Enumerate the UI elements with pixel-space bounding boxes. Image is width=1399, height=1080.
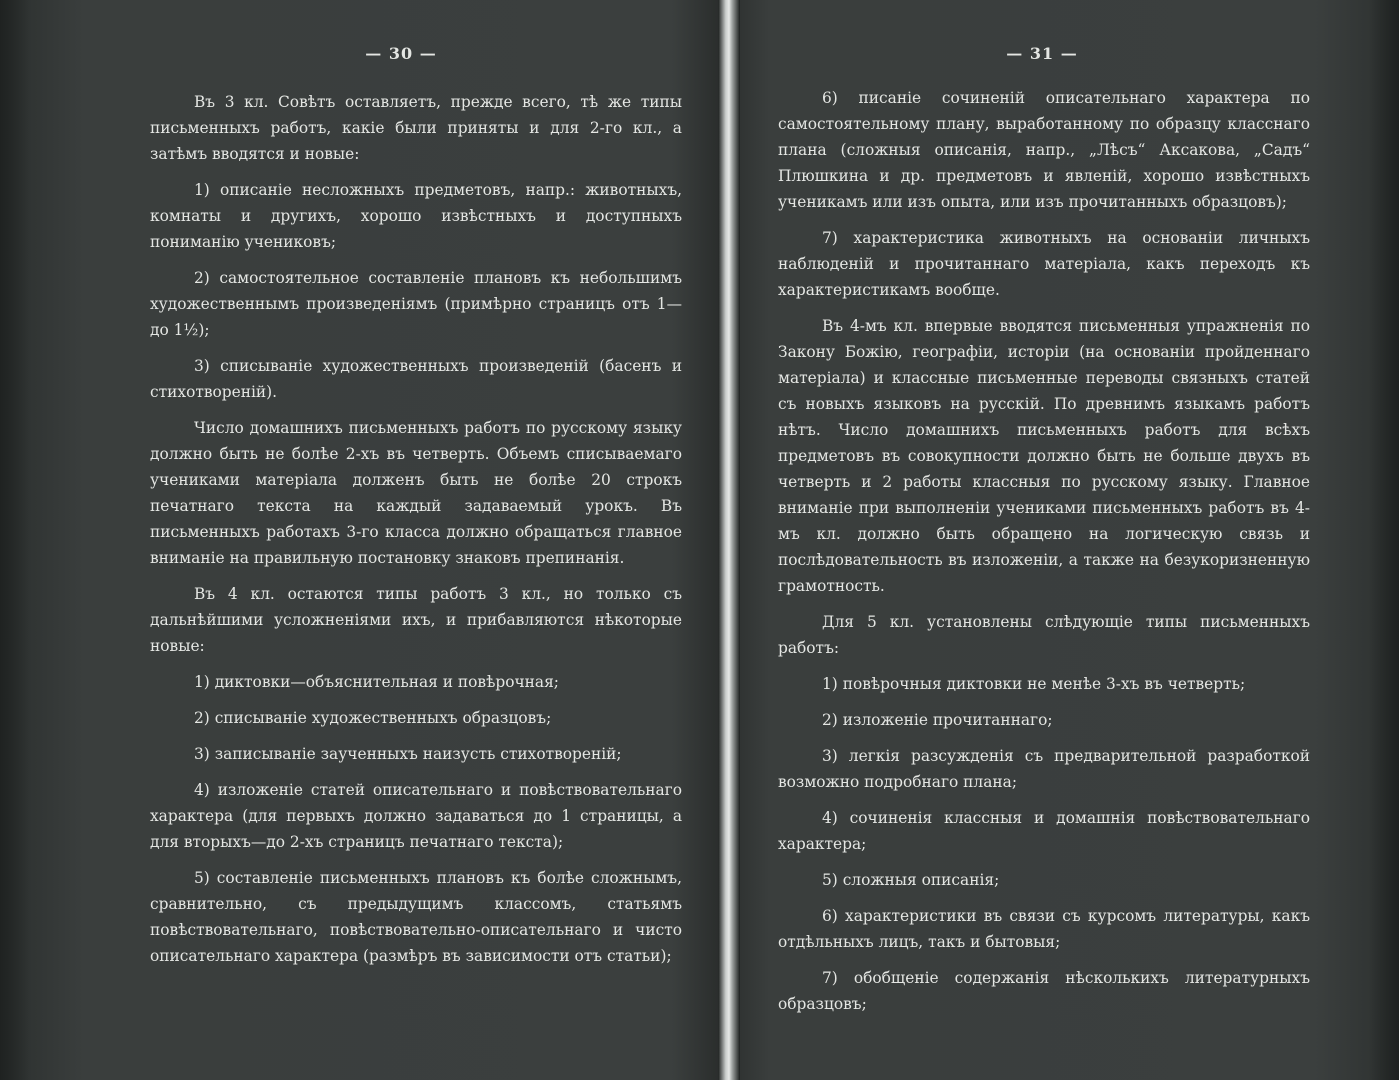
page-number-31: — 31 — <box>1006 44 1078 63</box>
list-item: 1) описаніе несложныхъ предметовъ, напр.: животныхъ, комнаты и другихъ, хорошо извѣстныхъ и доступныхъ пониманію учениковъ; <box>150 181 682 251</box>
page-number-30: — 30 — <box>365 44 437 63</box>
left-page-text <box>150 89 682 979</box>
left-page-edge-shadow <box>0 0 30 1080</box>
paragraph: Въ 4 кл. остаются типы работъ 3 кл., но только съ дальнѣйшими усложненіями ихъ, и прибавляются нѣкоторые новые: <box>150 585 682 655</box>
paragraph: Въ 3 кл. Совѣтъ оставляетъ, прежде всего, тѣ же типы письменныхъ работъ, какіе были приняты и для 2-го кл., а затѣмъ вводятся и новые: <box>150 93 682 163</box>
list-item: 2) списываніе художественныхъ образцовъ; <box>194 709 552 727</box>
list-item: 7) характеристика животныхъ на основаніи личныхъ наблюденій и прочитаннаго матеріала, какъ переходъ къ характеристикамъ вообще. <box>778 229 1310 299</box>
paragraph: Число домашнихъ письменныхъ работъ по русскому языку должно быть не болѣе 2-хъ въ четверть. Объемъ списываемаго учениками матеріала долженъ быть не болѣе 20 строкъ печатнаго текста на каждый задаваемый урокъ. Въ письменныхъ работахъ 3-го класса должно обращаться главное вниманіе на правильную постановку знаковъ препинанія. <box>150 419 682 567</box>
right-page-edge-shadow <box>1369 0 1399 1080</box>
list-item: 5) составленіе письменныхъ плановъ къ болѣе сложнымъ, сравнительно, съ предыдущимъ классомъ, статьямъ повѣствовательнаго, повѣствовательно-описательнаго и чисто описательнаго характера (размѣръ въ зависимости отъ статьи); <box>150 869 682 965</box>
paragraph: Въ 4-мъ кл. впервые вводятся письменныя упражненія по Закону Божію, географіи, исторіи (на основаніи пройденнаго матеріала) и классные письменные переводы связныхъ статей съ новыхъ языковъ на русскій. По древнимъ языкамъ работъ нѣтъ. Число домашнихъ письменныхъ работъ для всѣхъ предметовъ въ совокупности должно быть не больше двухъ въ четверть и 2 работы классныя по русскому языку. Главное вниманіе при выполненіи учениками письменныхъ работъ въ 4-мъ кл. должно быть обращено на логическую связь и послѣдовательность въ изложеніи, а также на безукоризненную грамотность. <box>778 317 1310 595</box>
list-item: 6) писаніе сочиненій описательнаго характера по самостоятельному плану, выработанному по образцу класснаго плана (сложныя описанія, напр., „Лѣсъ“ Аксакова, „Садъ“ Плюшкина и др. предметовъ и явленій, хорошо извѣстныхъ ученикамъ или изъ опыта, или изъ прочитанныхъ образцовъ); <box>778 89 1310 211</box>
list-item: 1) диктовки—объяснительная и повѣрочная; <box>194 673 559 691</box>
list-item: 4) сочиненія классныя и домашнія повѣствовательнаго характера; <box>778 809 1310 853</box>
right-page-text <box>778 85 1310 1027</box>
list-item: 2) самостоятельное составленіе плановъ къ небольшимъ художественнымъ произведеніямъ (примѣрно страницъ отъ 1—до 1½); <box>150 269 682 339</box>
list-item: 2) изложеніе прочитаннаго; <box>822 711 1053 729</box>
right-page <box>778 0 1310 1080</box>
list-item: 1) повѣрочныя диктовки не менѣе 3-хъ въ четверть; <box>822 675 1246 693</box>
list-item: 5) сложныя описанія; <box>822 871 1000 889</box>
list-item: 4) изложеніе статей описательнаго и повѣствовательнаго характера (для первыхъ должно задаваться до 1 страницы, а для вторыхъ—до 2-хъ страницъ печатнаго текста); <box>150 781 682 851</box>
book-gutter <box>718 0 740 1080</box>
left-page <box>150 0 682 1080</box>
list-item: 6) характеристики въ связи съ курсомъ литературы, какъ отдѣльныхъ лицъ, такъ и бытовыя; <box>778 907 1310 951</box>
paragraph: Для 5 кл. установлены слѣдующіе типы письменныхъ работъ: <box>778 613 1310 657</box>
list-item: 3) легкія разсужденія съ предварительной разработкой возможно подробнаго плана; <box>778 747 1310 791</box>
list-item: 3) списываніе художественныхъ произведеній (басенъ и стихотвореній). <box>150 357 682 401</box>
list-item: 3) записываніе заученныхъ наизусть стихотвореній; <box>194 745 622 763</box>
list-item: 7) обобщеніе содержанія нѣсколькихъ литературныхъ образцовъ; <box>778 969 1310 1013</box>
